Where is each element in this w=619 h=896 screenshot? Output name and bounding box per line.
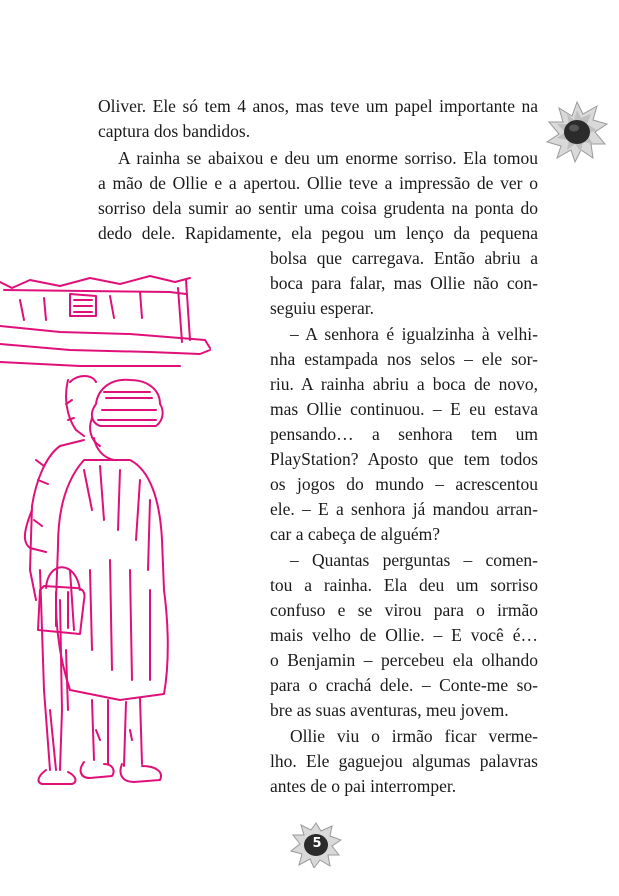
text-line: nha estampada nos selos – ele sor- [270, 349, 538, 369]
text-line: riu. A rainha abriu a boca de novo, [270, 374, 538, 394]
text-line: mais velho de Ollie. – E você é… [270, 625, 538, 645]
text-line: sorriso dela sumir ao sentir uma coisa grudenta na ponta do [98, 198, 538, 218]
text-line: mas Ollie continuou. – E eu estava [270, 399, 538, 419]
text-line: PlayStation? Aposto que tem todos [270, 449, 538, 469]
text-line: ele. – E a senhora já mandou arran- [270, 499, 538, 519]
text-line: A rainha se abaixou e deu um enorme sorriso. Ela tomou [118, 148, 538, 168]
text-line: captura dos bandidos. [98, 121, 251, 141]
text-line: car a cabeça de alguém? [270, 524, 441, 544]
text-line: bolsa que carregava. Então abriu a [270, 248, 538, 268]
text-line: boca para falar, mas Ollie não con- [270, 273, 538, 293]
text-line: Ollie viu o irmão ficar verme- [290, 726, 538, 746]
text-line: seguiu esperar. [270, 298, 374, 318]
text-line: antes de o pai interromper. [270, 776, 457, 796]
text-line: a mão de Ollie e a apertou. Ollie teve a impressão de ver o [98, 173, 538, 193]
text-line: Oliver. Ele só tem 4 anos, mas teve um papel importante na [98, 96, 538, 116]
queen-illustration [0, 270, 268, 810]
queen-figure [38, 380, 168, 782]
text-line: dedo dele. Rapidamente, ela pegou um lenço da pequena [98, 223, 538, 243]
text-line: bre as suas aventuras, meu jovem. [270, 700, 509, 720]
text-line: tou a rainha. Ela deu um sorriso [270, 575, 538, 595]
text-line: – A senhora é igualzinha à velhi- [290, 324, 538, 344]
text-line: os jogos do mundo – acrescentou [270, 474, 538, 494]
man-figure [25, 376, 96, 784]
text-line: – Quantas perguntas – comen- [290, 550, 538, 570]
text-line: para o crachá dele. – Conte-me so- [270, 675, 538, 695]
text-line: lho. Ele gaguejou algumas palavras [270, 751, 538, 771]
text-line: pensando… a senhora tem um [270, 424, 538, 444]
page-number: 5 [312, 836, 322, 851]
text-line: confuso e se virou para o irmão [270, 600, 538, 620]
wall-frame [0, 276, 210, 366]
text-line: o Benjamin – percebeu ela olhando [270, 650, 538, 670]
bullet-hole-icon [545, 100, 609, 164]
